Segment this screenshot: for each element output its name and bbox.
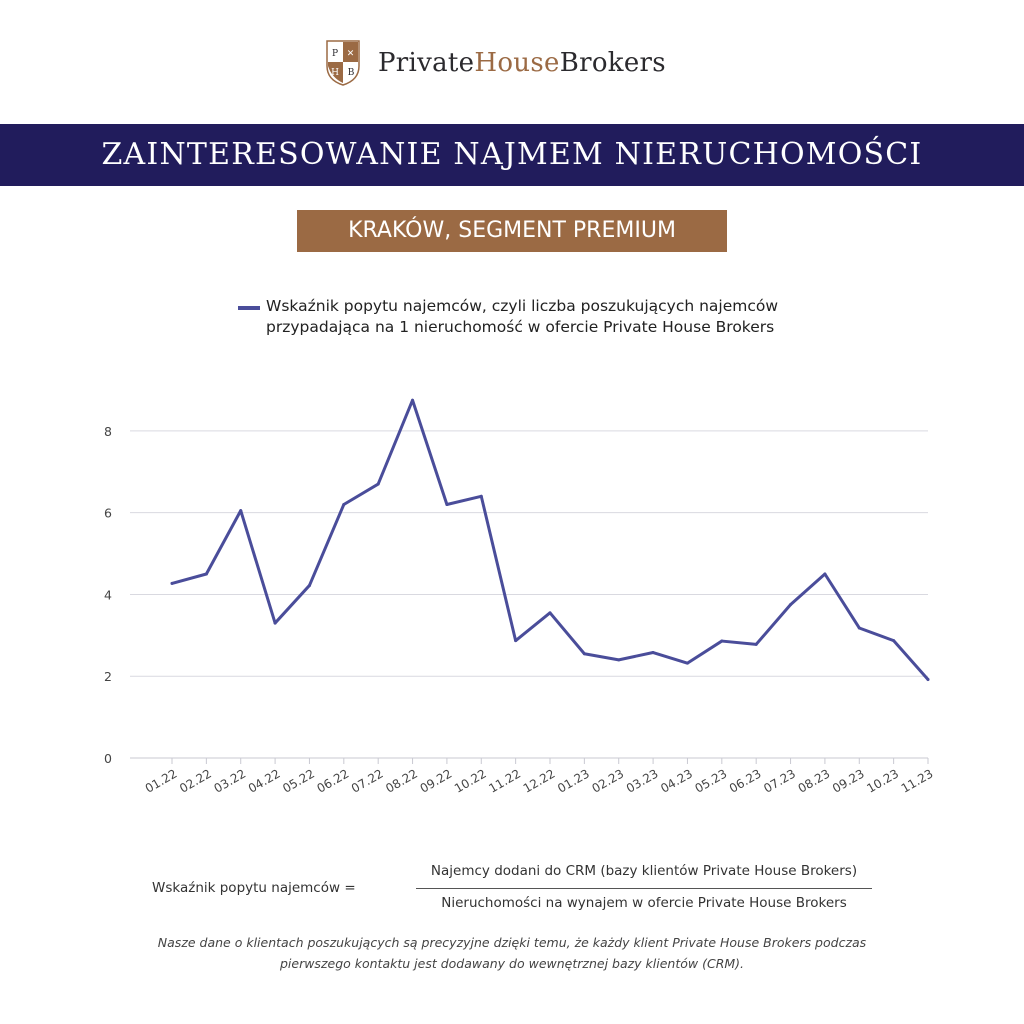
x-tick-label: 02.22 [177,766,214,796]
x-tick-label: 09.22 [417,766,455,796]
logo-letter-p: P [331,49,339,59]
data-point [411,399,414,402]
formula-numerator: Najemcy dodani do CRM (bazy klientów Private House Brokers) [430,863,858,879]
data-point [239,509,242,512]
keys-icon: ✕ [346,49,355,59]
shield-logo-icon [326,40,360,86]
x-tick-label: 12.22 [520,766,558,796]
y-tick-label: 6 [104,505,112,521]
data-point [652,651,655,654]
x-tick-label: 11.23 [898,766,936,796]
data-point [308,584,311,587]
legend-swatch [238,306,260,310]
data-point [342,503,345,506]
formula-denominator: Nieruchomości na wynajem w ofercie Private House Brokers [441,895,847,911]
data-point [686,662,689,665]
data-point [617,658,620,661]
data-point [514,639,517,642]
data-point [892,639,895,642]
x-tick-label: 07.23 [761,766,799,796]
y-tick-label: 8 [104,423,112,439]
data-point [755,643,758,646]
x-tick-label: 03.23 [623,766,661,796]
x-tick-label: 10.22 [452,766,489,796]
formula-label: Wskaźnik popytu najemców = [152,880,356,896]
data-point [549,611,552,614]
x-tick-label: 07.22 [348,766,386,796]
data-point [274,622,277,625]
formula-divider [416,888,872,889]
brand-name-part2: House [474,48,560,78]
x-tick-label: 01.23 [555,766,592,796]
brand-logo [0,40,1024,88]
data-point [823,573,826,576]
x-tick-label: 05.23 [692,766,730,796]
data-point [171,582,174,585]
y-tick-label: 0 [104,751,112,766]
x-tick-label: 03.22 [211,766,249,796]
x-tick-label: 08.23 [795,766,833,796]
data-point [480,495,483,498]
page-title: ZAINTERESOWANIE NAJMEM NIERUCHOMOŚCI [0,124,1024,186]
data-point [927,678,930,681]
x-tick-label: 06.22 [314,766,352,796]
x-tick-label: 10.23 [864,766,902,796]
x-tick-label: 08.22 [383,766,421,796]
x-tick-label: 11.22 [486,766,524,796]
x-tick-label: 02.23 [589,766,627,796]
x-tick-label: 04.22 [245,766,283,796]
data-point [583,652,586,655]
x-tick-label: 05.22 [280,766,317,796]
brand-name-part3: Brokers [559,48,666,78]
y-tick-label: 2 [104,669,112,685]
page-subtitle: KRAKÓW, SEGMENT PREMIUM [297,210,727,252]
data-point [789,603,792,606]
x-tick-label: 09.23 [830,766,867,796]
legend-label: Wskaźnik popytu najemców, czyli liczba poszukujących najemców przypadająca na 1 nieruchomość w ofercie Private House Brokers [266,297,779,336]
x-tick-label: 06.23 [726,766,764,796]
y-tick-label: 4 [104,587,112,603]
series-line [172,400,928,679]
footnote: Nasze dane o klientach poszukujących są precyzyjne dzięki temu, że każdy klient Private House Brokers podczas pierwszego kontaktu jest dodawany do wewnętrznej bazy klientów (CRM). [157,935,867,971]
brand-name [378,46,666,80]
logo-letter-h: H [331,68,339,78]
data-point [205,573,208,576]
line-chart [90,390,950,810]
logo-letter-b: B [347,68,355,78]
x-tick-label: 04.23 [658,766,695,796]
brand-name-part1: Private [378,48,475,78]
data-point [445,503,448,506]
data-point [377,483,380,486]
data-point [858,626,861,629]
formula [0,858,1024,918]
data-point [720,640,723,643]
x-tick-label: 01.22 [142,766,180,796]
